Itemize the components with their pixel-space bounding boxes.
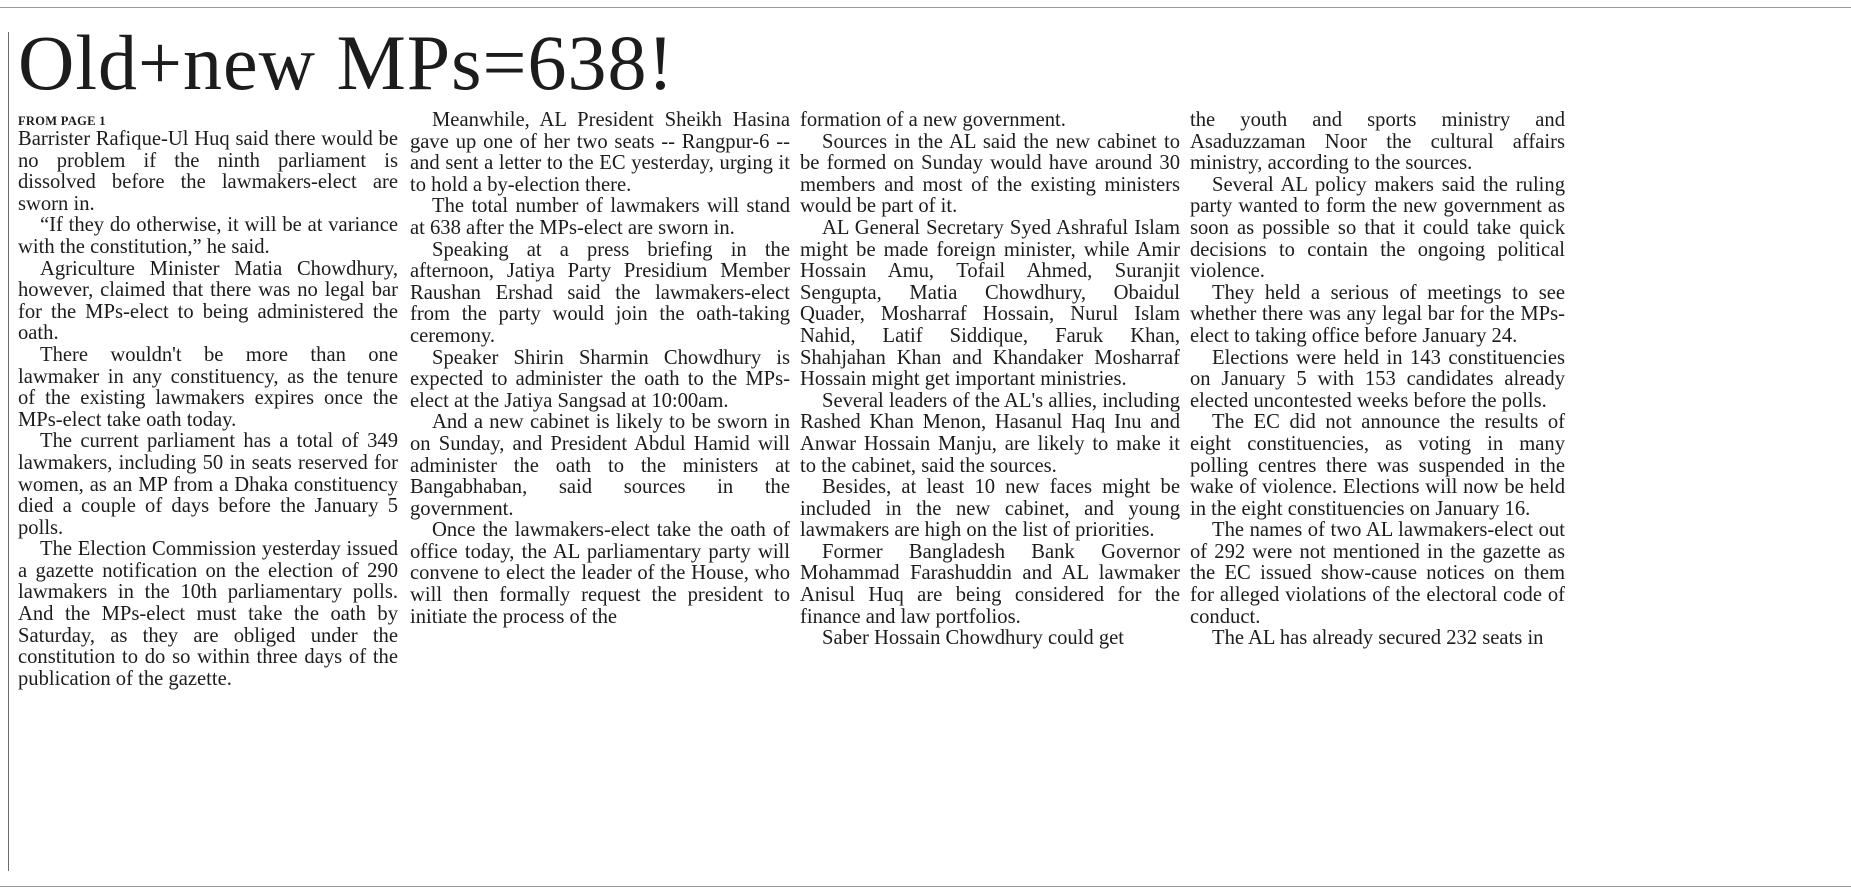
paragraph: The Election Commission yesterday issued a gazette notification on the election of 290 lawmakers in the 10th parliamentary polls. And the MPs-elect must take the oath by Saturday, as they are obliged under the constitution to do so within three days of the publication of the gazette.	[18, 538, 398, 690]
paragraph: the youth and sports ministry and Asaduzzaman Noor the cultural affairs ministry, according to the sources.	[1190, 109, 1565, 175]
paragraph: The names of two AL lawmakers-elect out of 292 were not mentioned in the gazette as the EC issued show-cause notices on them for alleged violations of the electoral code of conduct.	[1190, 519, 1565, 628]
paragraph: Several leaders of the AL's allies, including Rashed Khan Menon, Hasanul Haq Inu and Anwar Hossain Manju, are likely to make it to the cabinet, said the sources.	[800, 389, 1180, 477]
paragraph: Once the lawmakers-elect take the oath of office today, the AL parliamentary party will convene to elect the leader of the House, who will then formally request the president to initiate the process of the	[410, 519, 790, 628]
paragraph: Agriculture Minister Matia Chowdhury, however, claimed that there was no legal bar for the MPs-elect to being administered the oath.	[18, 257, 398, 345]
column-2	[410, 110, 790, 628]
paragraph: Meanwhile, AL President Sheikh Hasina gave up one of her two seats -- Rangpur-6 -- and sent a letter to the EC yesterday, urging it to hold a by-election there.	[410, 109, 790, 196]
column-4	[1190, 110, 1565, 650]
paragraph: The EC did not announce the results of eight constituencies, as voting in many polling centres there was suspended in the wake of violence. Elections will now be held in the eight constituencies on January 16.	[1190, 411, 1565, 520]
column-3	[800, 110, 1180, 650]
paragraph: “If they do otherwise, it will be at variance with the constitution,” he said.	[18, 214, 398, 258]
paragraph: Several AL policy makers said the ruling party wanted to form the new government as soon as possible so that it could take quick decisions to contain the ongoing political violence.	[1190, 173, 1565, 283]
paragraph: Besides, at least 10 new faces might be included in the new cabinet, and young lawmakers are high on the list of priorities.	[800, 476, 1180, 542]
headline: Old+new MPs=638!	[18, 19, 675, 106]
column-1	[18, 114, 398, 690]
paragraph: They held a serious of meetings to see whether there was any legal bar for the MPs-elect to taking office before January 24.	[1190, 281, 1565, 347]
paragraph: Speaker Shirin Sharmin Chowdhury is expected to administer the oath to the MPs-elect at the Jatiya Sangsad at 10:00am.	[410, 346, 790, 412]
bottom-rule	[0, 886, 1851, 887]
paragraph: Speaking at a press briefing in the afternoon, Jatiya Party Presidium Member Raushan Ershad said the lawmakers-elect from the party would join the oath-taking ceremony.	[410, 238, 790, 347]
left-rule	[8, 32, 9, 871]
paragraph: The current parliament has a total of 349 lawmakers, including 50 in seats reserved for women, as an MP from a Dhaka constituency died a couple of days before the January 5 polls.	[18, 430, 398, 539]
paragraph: Saber Hossain Chowdhury could get	[822, 627, 1124, 650]
paragraph: Barrister Rafique-Ul Huq said there would be no problem if the ninth parliament is dissolved before the lawmakers-elect are sworn in.	[18, 128, 398, 215]
top-rule	[0, 7, 1851, 8]
paragraph: Elections were held in 143 constituencies on January 5 with 153 candidates already elected uncontested weeks before the polls.	[1190, 346, 1565, 412]
paragraph: The AL has already secured 232 seats in	[1212, 627, 1544, 650]
paragraph: And a new cabinet is likely to be sworn in on Sunday, and President Abdul Hamid will administer the oath to the ministers at Bangabhaban, said sources in the government.	[410, 411, 790, 520]
paragraph: Former Bangladesh Bank Governor Mohammad Farashuddin and AL lawmaker Anisul Huq are being considered for the finance and law portfolios.	[800, 540, 1180, 628]
kicker: FROM PAGE 1	[18, 114, 106, 128]
paragraph: Sources in the AL said the new cabinet to be formed on Sunday would have around 30 members and most of the existing ministers would be part of it.	[800, 130, 1180, 218]
paragraph: There wouldn't be more than one lawmaker in any constituency, as the tenure of the existing lawmakers expires once the MPs-elect take oath today.	[18, 343, 398, 431]
paragraph: The total number of lawmakers will stand at 638 after the MPs-elect are sworn in.	[410, 195, 790, 239]
article-body	[18, 110, 1838, 880]
paragraph: AL General Secretary Syed Ashraful Islam might be made foreign minister, while Amir Hossain Amu, Tofail Ahmed, Suranjit Sengupta, Matia Chowdhury, Obaidul Quader, Mosharraf Hossain, Nurul Islam Nahid, Latif Siddique, Faruk Khan, Shahjahan Khan and Khandaker Mosharraf Hossain might get important ministries.	[800, 216, 1180, 391]
paragraph: formation of a new government.	[800, 109, 1066, 131]
